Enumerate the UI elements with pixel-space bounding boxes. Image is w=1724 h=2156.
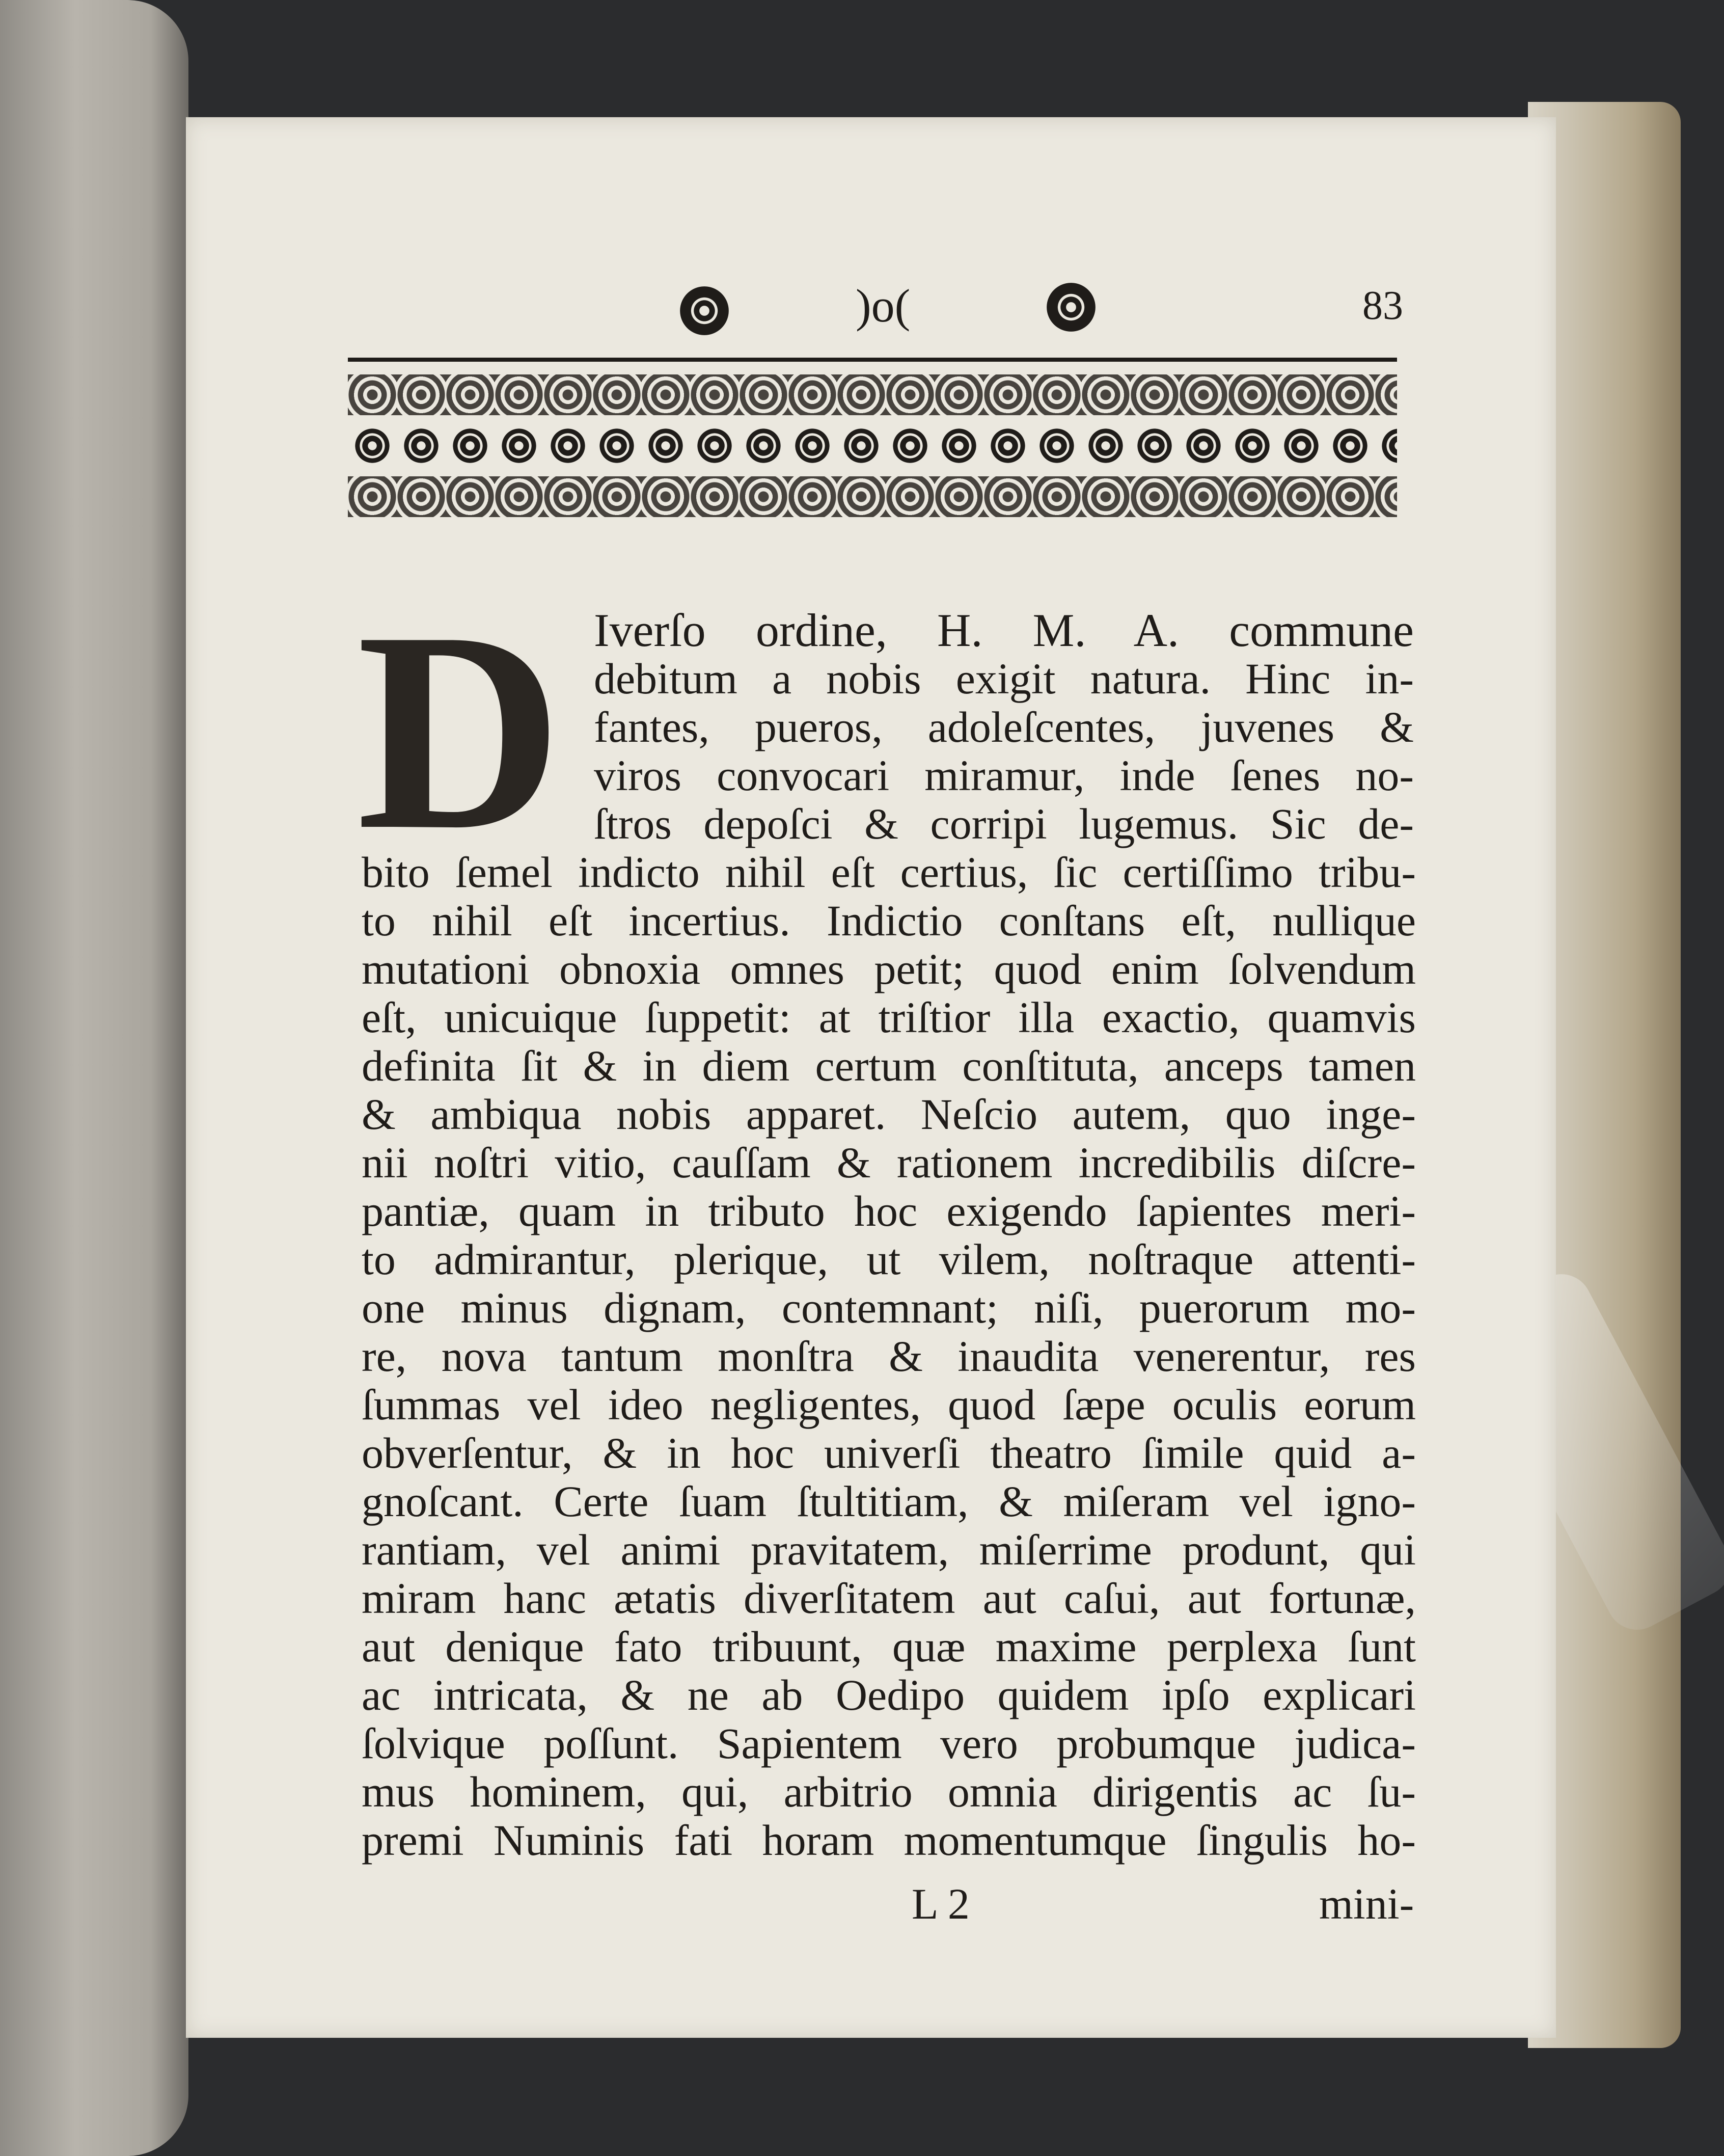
text-line: to admirantur, plerique, ut vilem, noſtraque attenti- <box>362 1235 1416 1284</box>
text-line: ac intricata, & ne ab Oedipo quidem ipſo explicari <box>362 1670 1416 1719</box>
text-line: nii noſtri vitio, cauſſam & rationem incredibilis diſcre- <box>362 1138 1416 1187</box>
text-line: viros convocari miramur, inde ſenes no- <box>594 751 1414 800</box>
text-line: fantes, pueros, adoleſcentes, juvenes & <box>594 703 1414 751</box>
text-line: gnoſcant. Certe ſuam ſtultitiam, & miſeram vel igno- <box>362 1477 1416 1526</box>
rosette-ornament-icon <box>1047 283 1096 332</box>
text-line: premi Numinis fati horam momentumque ſingulis ho- <box>362 1816 1416 1865</box>
ornament-band-bottom <box>348 476 1397 517</box>
text-line: definita ſit & in diem certum conſtituta, anceps tamen <box>362 1041 1416 1090</box>
text-line: miram hanc ætatis diverſitatem aut caſui, aut fortunæ, <box>362 1574 1416 1623</box>
text-line: debitum a nobis exigit natura. Hinc in- <box>594 654 1414 703</box>
text-line: re, nova tantum monſtra & inaudita venerentur, res <box>362 1332 1416 1381</box>
drop-cap: D <box>357 609 563 853</box>
catchword: mini- <box>1319 1879 1414 1928</box>
header-rule <box>348 358 1397 362</box>
text-line: aut denique fato tribuunt, quæ maxime perplexa ſunt <box>362 1622 1416 1671</box>
text-line: mutationi obnoxia omnes petit; quod enim ſolvendum <box>362 945 1416 993</box>
text-line: pantiæ, quam in tributo hoc exigendo ſapientes meri- <box>362 1187 1416 1235</box>
text-line: eſt, unicuique ſuppetit: at triſtior illa exactio, quamvis <box>362 993 1416 1042</box>
page-number: 83 <box>1362 283 1403 328</box>
rosette-ornament-icon <box>680 286 729 335</box>
text-line: obverſentur, & in hoc univerſi theatro ſimile quid a- <box>362 1429 1416 1477</box>
text-line: ſtros depoſci & corripi lugemus. Sic de- <box>594 799 1414 848</box>
facing-page-edge <box>0 0 188 2156</box>
text-line: to nihil eſt incertius. Indictio conſtans eſt, nullique <box>362 896 1416 945</box>
text-line: ſummas vel ideo negligentes, quod ſæpe oculis eorum <box>362 1380 1416 1429</box>
text-line: mus hominem, qui, arbitrio omnia dirigentis ac ſu- <box>362 1767 1416 1816</box>
header-mark: )o( <box>856 280 911 332</box>
text-line: ſolvique poſſunt. Sapientem vero probumque judica- <box>362 1719 1416 1768</box>
text-line: rantiam, vel animi pravitatem, miſerrime produnt, qui <box>362 1525 1416 1574</box>
text-line: bito ſemel indicto nihil eſt certius, ſic certiſſimo tribu- <box>362 848 1416 897</box>
signature-mark: L 2 <box>912 1879 970 1928</box>
text-line: & ambiqua nobis apparet. Neſcio autem, quo inge- <box>362 1090 1416 1139</box>
text-line: one minus dignam, contemnant; niſi, puerorum mo- <box>362 1283 1416 1332</box>
ornament-band-rosettes <box>348 420 1397 471</box>
ornament-band-top <box>348 374 1397 415</box>
text-line: Iverſo ordine, H. M. A. commune <box>594 604 1414 656</box>
